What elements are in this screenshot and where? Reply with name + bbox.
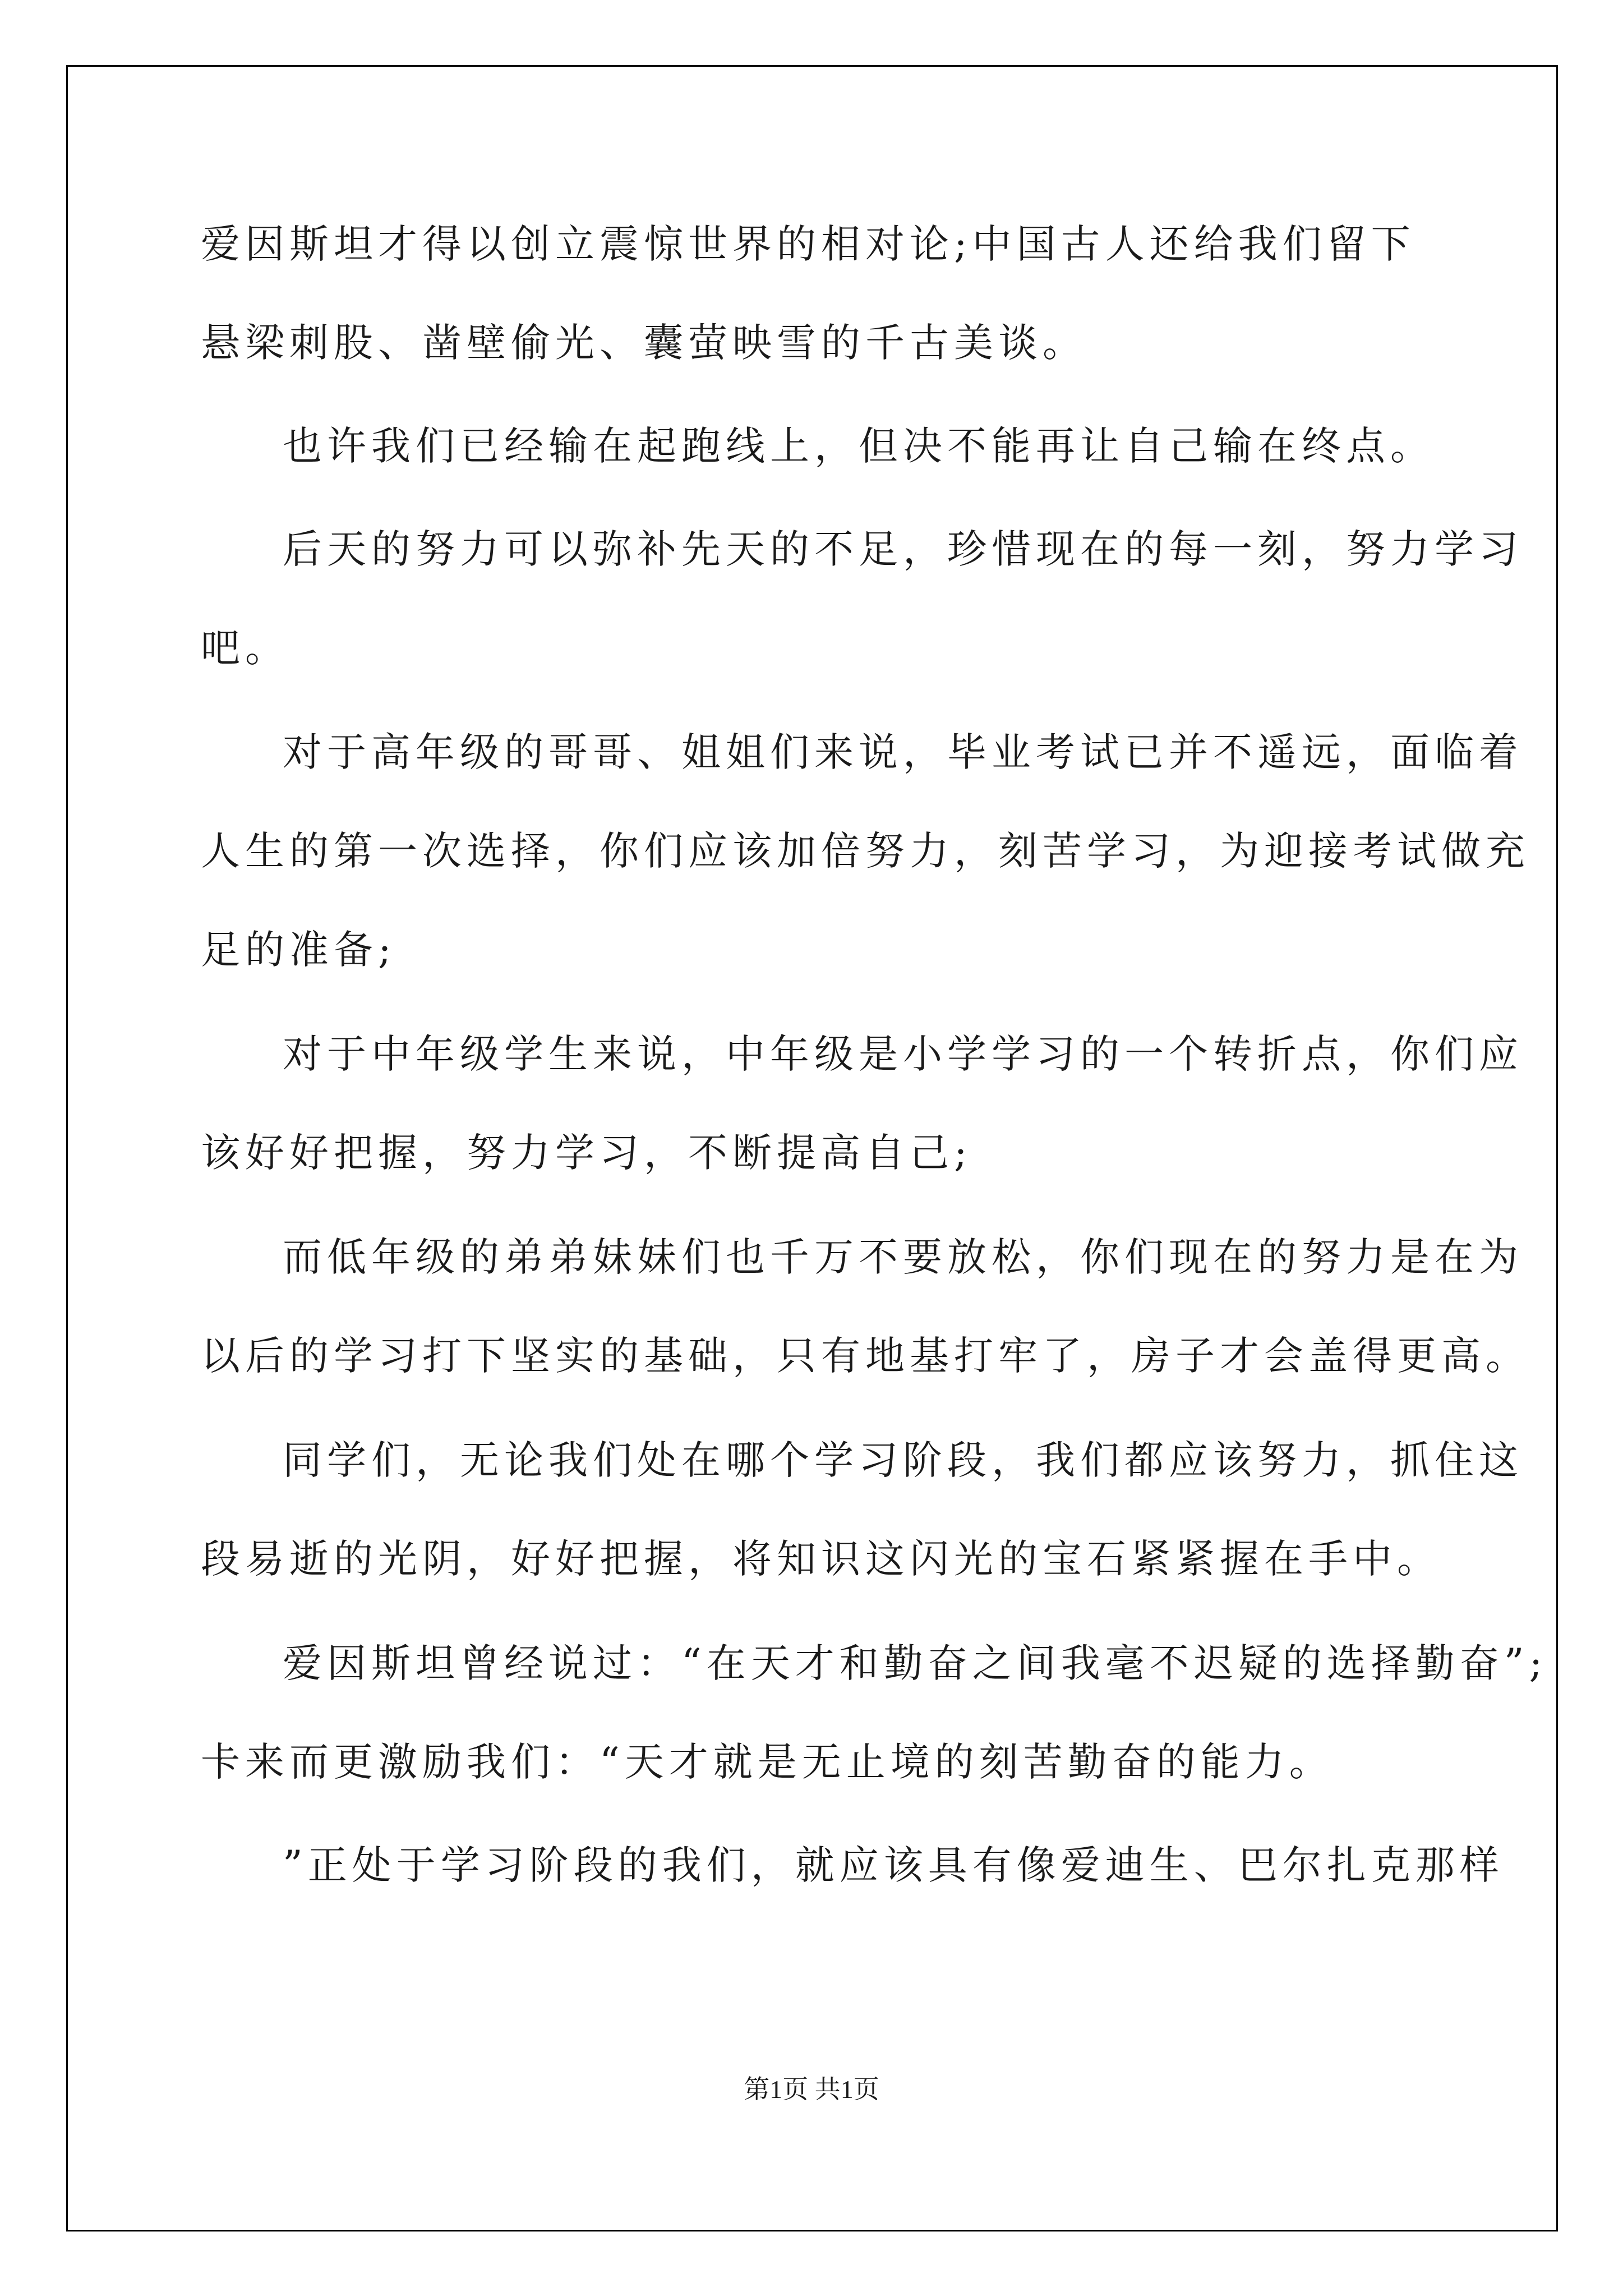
text-line: 以后的学习打下坚实的基础，只有地基打牢了，房子才会盖得更高。	[201, 1333, 1530, 1379]
text-line: 对于中年级学生来说，中年级是小学学习的一个转折点，你们应	[283, 1031, 1523, 1077]
text-line: 也许我们已经输在起跑线上，但决不能再让自己输在终点。	[283, 423, 1435, 469]
text-line: 足的准备;	[201, 927, 396, 973]
text-line: 悬梁刺股、凿壁偷光、囊萤映雪的千古美谈。	[201, 320, 1087, 366]
text-line: ”正处于学习阶段的我们，就应该具有像爱迪生、巴尔扎克那样	[283, 1842, 1504, 1888]
text-line: 人生的第一次选择，你们应该加倍努力，刻苦学习，为迎接考试做充	[201, 828, 1530, 874]
text-line: 卡来而更激励我们：“天才就是无止境的刻苦勤奋的能力。	[201, 1739, 1334, 1785]
text-line: 后天的努力可以弥补先天的不足，珍惜现在的每一刻，努力学习	[283, 526, 1523, 572]
text-line: 对于高年级的哥哥、姐姐们来说，毕业考试已并不遥远，面临着	[283, 729, 1523, 775]
text-line: 段易逝的光阴，好好把握，将知识这闪光的宝石紧紧握在手中。	[201, 1536, 1441, 1582]
text-line: 吧。	[201, 625, 289, 671]
text-line: 该好好把握，努力学习，不断提高自己;	[201, 1130, 972, 1176]
text-line: 同学们，无论我们处在哪个学习阶段，我们都应该努力，抓住这	[283, 1437, 1523, 1483]
text-line: 爱因斯坦才得以创立震惊世界的相对论;中国古人还给我们留下	[201, 221, 1415, 267]
page-number-footer: 第1页 共1页	[744, 2075, 879, 2104]
text-line: 爱因斯坦曾经说过：“在天才和勤奋之间我毫不迟疑的选择勤奋”;	[283, 1640, 1548, 1686]
text-line: 而低年级的弟弟妹妹们也千万不要放松，你们现在的努力是在为	[283, 1234, 1523, 1280]
